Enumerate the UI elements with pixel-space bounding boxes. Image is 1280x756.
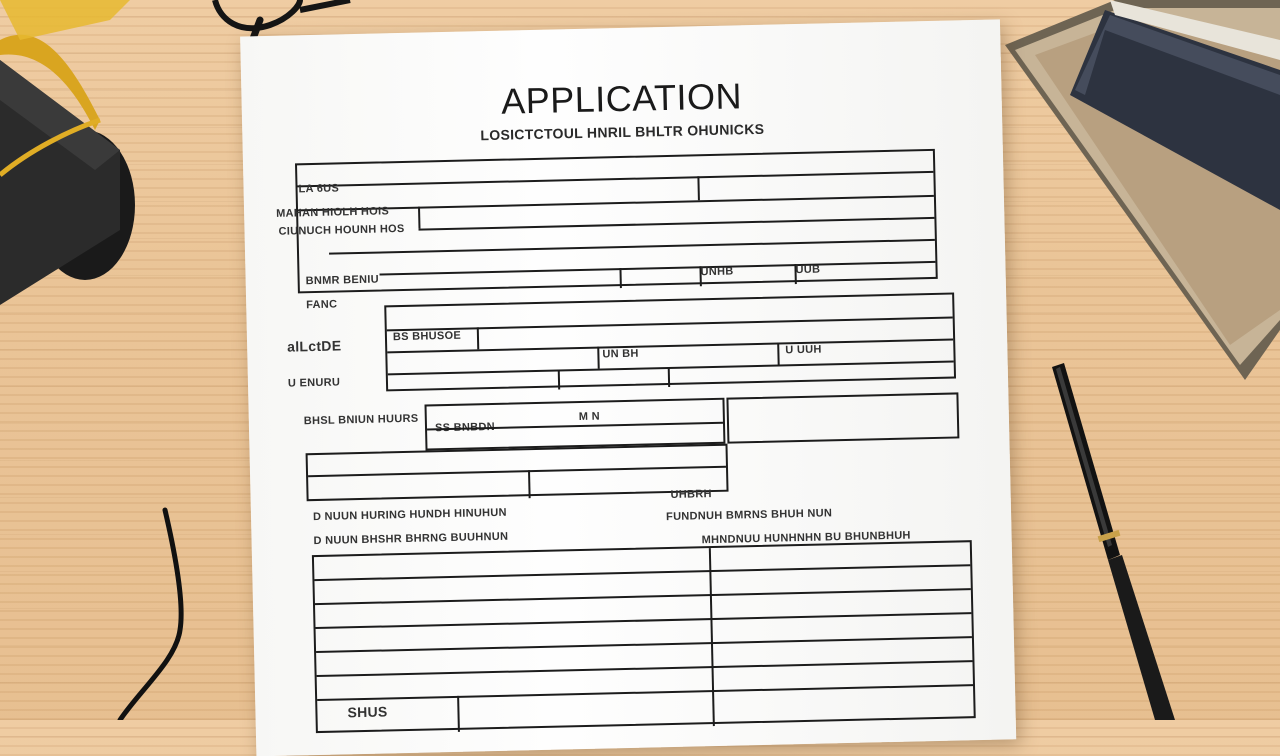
form-divider bbox=[709, 548, 715, 726]
form-rule bbox=[317, 684, 973, 701]
form-divider bbox=[457, 696, 460, 732]
form-divider bbox=[597, 347, 599, 369]
form-rule bbox=[314, 564, 970, 581]
form-table bbox=[312, 540, 976, 733]
form-section-personal bbox=[295, 149, 938, 293]
form-divider bbox=[477, 327, 479, 349]
field-label: M N bbox=[578, 410, 601, 424]
form-divider bbox=[528, 470, 531, 498]
field-label: MAHAN HIOLH HOIS bbox=[275, 205, 390, 220]
form-divider bbox=[418, 207, 420, 229]
fountain-pen bbox=[1030, 355, 1190, 720]
form-rule bbox=[297, 171, 933, 187]
form-section-signature bbox=[726, 392, 959, 443]
form-rule bbox=[316, 636, 972, 653]
field-label: U UUH bbox=[785, 343, 822, 357]
field-label: alLctDE bbox=[286, 337, 342, 355]
form-rule bbox=[315, 588, 971, 605]
form-divider bbox=[697, 176, 700, 200]
field-label: D NUUN HURING HUNDH HINUHUN bbox=[312, 506, 507, 524]
eyeglasses-arm bbox=[110, 500, 210, 720]
graduation-cap bbox=[0, 0, 150, 310]
form-divider bbox=[777, 342, 779, 364]
form-divider bbox=[619, 268, 621, 288]
field-label: CIUNUCH HOUNH HOS bbox=[278, 222, 405, 238]
form-rule bbox=[388, 361, 954, 376]
field-label: BNMR BENIU bbox=[305, 273, 380, 288]
field-label: LA 6US bbox=[298, 182, 340, 196]
form-section-details bbox=[384, 292, 956, 391]
field-label: SS BNBDN bbox=[434, 420, 496, 435]
field-label: BHSL BNIUN HUURS bbox=[303, 412, 419, 428]
form-rule bbox=[418, 217, 934, 231]
form-section-contact bbox=[424, 398, 725, 451]
form-subtitle: LOSICTCTOUL HNRIL BHLTR OHUNICKS bbox=[480, 120, 765, 144]
field-label: BS BHUSOE bbox=[392, 329, 462, 344]
form-rule bbox=[317, 660, 973, 677]
field-label: UHBRH bbox=[670, 488, 712, 501]
form-rule bbox=[387, 317, 953, 332]
field-label: FUNDNUH BMRNS BHUH NUN bbox=[665, 507, 833, 524]
form-title: APPLICATION bbox=[500, 75, 743, 122]
form-divider bbox=[558, 369, 560, 389]
form-rule bbox=[387, 339, 953, 354]
form-rule bbox=[308, 466, 726, 477]
form-rule bbox=[329, 239, 935, 255]
stacked-books bbox=[995, 0, 1280, 390]
field-label: MHNDNUU HUNHNHN BU BHUNBHUH bbox=[701, 529, 911, 547]
form-section-address bbox=[306, 444, 729, 502]
form-rule bbox=[298, 195, 934, 211]
form-rule bbox=[380, 261, 936, 279]
field-label: UN BH bbox=[602, 347, 639, 361]
form-rule bbox=[427, 422, 723, 431]
field-label: UUB bbox=[795, 263, 821, 277]
field-label: D NUUN BHSHR BHRNG BUUHNUN bbox=[313, 530, 509, 548]
form-divider bbox=[668, 367, 670, 387]
field-label: U ENURU bbox=[287, 376, 341, 390]
field-label: SHUS bbox=[347, 703, 388, 721]
form-rule bbox=[316, 612, 972, 629]
application-form bbox=[240, 19, 1016, 756]
field-label: UNHB bbox=[700, 265, 734, 279]
field-label: FANC bbox=[306, 298, 338, 312]
